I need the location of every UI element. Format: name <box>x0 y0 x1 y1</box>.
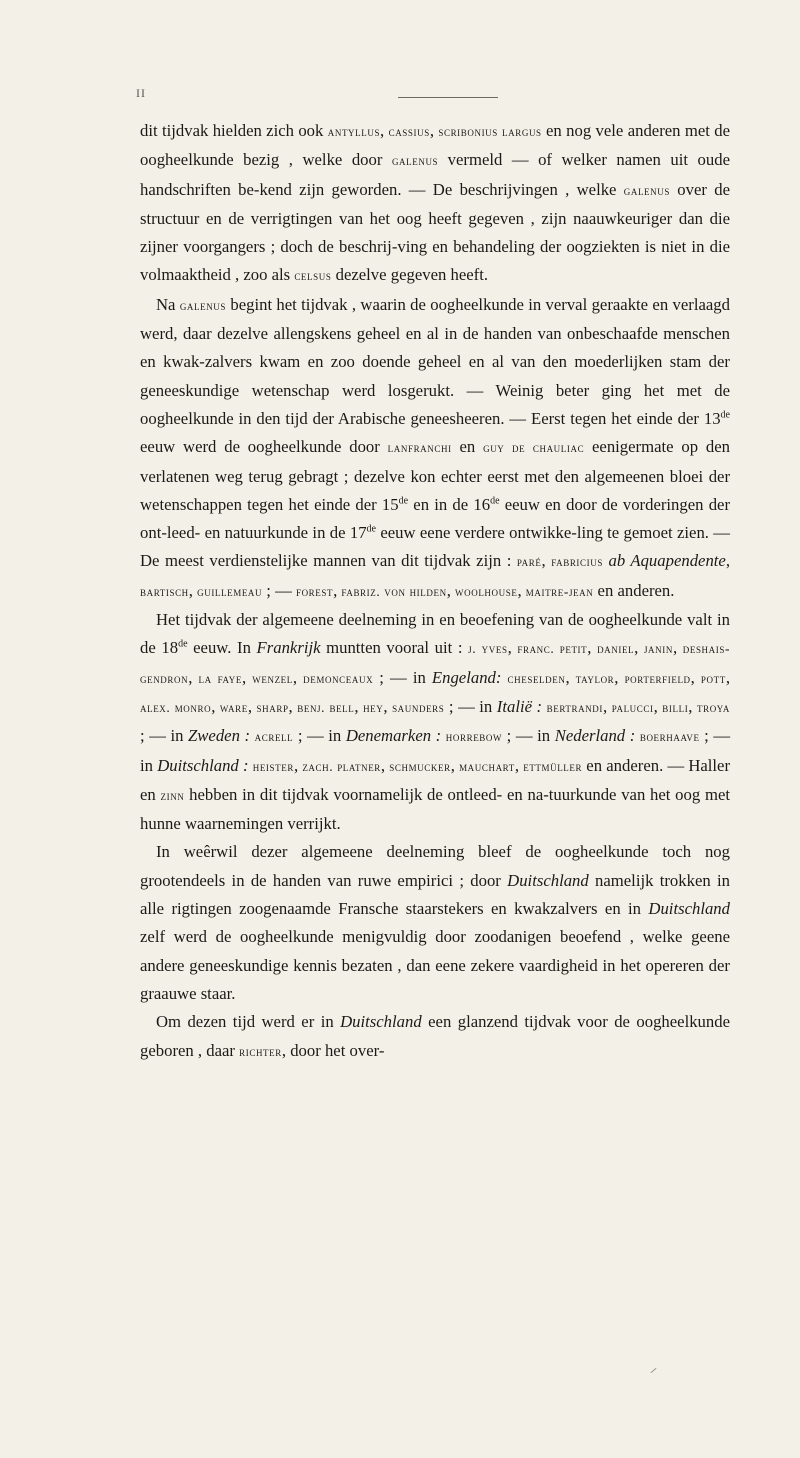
small-caps-name: franc. petit <box>517 641 588 657</box>
small-caps-name: demonceaux <box>303 670 374 686</box>
small-caps-name: ware <box>219 699 248 715</box>
small-caps-name: richter <box>239 1043 282 1059</box>
text-run: , <box>380 121 389 140</box>
text-run: ; — in <box>140 726 189 746</box>
header-rule <box>398 97 498 98</box>
small-caps-name: maitre-jean <box>525 583 594 599</box>
small-caps-name: hey <box>363 699 384 715</box>
small-caps-name: alex. monro <box>140 699 212 715</box>
small-caps-name: antyllus <box>327 124 381 139</box>
small-caps-name: porterfield <box>624 670 691 686</box>
body-text <box>140 117 730 1066</box>
text-run: , <box>725 667 730 687</box>
page-number: II <box>136 86 146 100</box>
text-run: vermeld — of welker namen uit oude handschriften be-kend zijn geworden. — De beschrijvingen , welke <box>140 150 730 199</box>
small-caps-name: wenzel <box>252 670 293 686</box>
italic-term: Denemarken : <box>345 726 442 746</box>
small-caps-name: horrebow <box>445 729 503 745</box>
paragraph-5 <box>140 1008 730 1066</box>
small-caps-name: ettmüller <box>523 758 583 774</box>
text-run: , <box>587 638 598 658</box>
small-caps-name: fabriz. von hilden <box>341 583 447 599</box>
text-run: , <box>541 551 552 571</box>
text-run: , <box>725 551 731 571</box>
italic-term: Zweden : <box>188 726 251 746</box>
small-caps-name: guillemeau <box>197 583 263 599</box>
text-run: Om dezen tijd werd er in <box>156 1012 341 1032</box>
small-caps-name: mauchart <box>459 758 515 774</box>
text-run: , <box>292 667 304 687</box>
text-run: , <box>380 755 390 775</box>
small-caps-name: celsus <box>294 268 332 284</box>
text-run: In weêrwil dezer algemeene deelneming bleef de oogheelkunde toch nog grootendeels in de handen van ruwe empirici ; door <box>140 842 730 890</box>
small-caps-name: acrell <box>254 729 294 745</box>
text-run: een glanzend tijdvak voor de oogheelkunde geboren , daar <box>140 1012 730 1060</box>
text-run: , <box>429 121 439 140</box>
text-run: eenigermate op den verlatenen weg terug gebragt ; dezelve kon echter eerst met den algemeenen bloei der wetenschappen tegen het einde der 15 <box>140 437 730 514</box>
text-run: namelijk trokken in alle rigtingen zoogenaamde Fransche staarstekers en kwakzalvers en in <box>140 870 730 919</box>
text-run: eeuw werd de oogheelkunde door <box>140 437 388 457</box>
small-caps-name: boerhaave <box>639 729 700 745</box>
text-run: , <box>507 638 518 658</box>
text-run: , <box>603 696 612 716</box>
small-caps-name: galenus <box>623 182 670 198</box>
small-caps-name: galenus <box>391 153 439 169</box>
ordinal-superscript: de <box>366 523 376 535</box>
small-caps-name: zinn <box>160 787 185 803</box>
small-caps-name: guy de chauliac <box>483 440 585 456</box>
text-run: begint het tijdvak , waarin de oogheelkunde in verval geraakte en verlaagd werd, daar dezelve allengskens geheel en al in de handen van onbeschaafde menschen en kwak-zalvers kwam en zoo doende geheel en al van den moederlijken stam der geneeskundige wetenschap werd losgerukt. — Weinig beter ging het met de oogheelkunde in den tijd der Arabische geneesheeren. — Eerst tegen het einde der 13 <box>140 294 730 428</box>
text-run: Na <box>156 294 180 314</box>
ordinal-superscript: de <box>398 495 409 507</box>
small-caps-name: heister <box>252 758 294 774</box>
text-run: en nog vele anderen met de oogheelkunde bezig , welke door <box>140 121 731 170</box>
paragraph-1 <box>140 117 730 291</box>
text-run: , <box>514 755 524 775</box>
text-run: , <box>293 755 303 775</box>
text-run: ; — in <box>444 696 497 716</box>
text-run: zelf werd de oogheelkunde menigvuldig door zoodanigen beoefend , welke geene andere geneeskundige kennis bezaten , dan eene zekere vaardigheid in het opereren der graauwe staar. <box>140 927 730 1003</box>
small-caps-name: galenus <box>179 297 227 313</box>
text-run: en in de 16 <box>408 494 491 514</box>
italic-term: Duitschland <box>507 870 589 890</box>
text-run: ; — in <box>373 667 432 687</box>
text-run: ; — in <box>502 726 555 746</box>
ordinal-superscript: de <box>178 638 188 650</box>
text-run: , door het over- <box>281 1040 385 1060</box>
small-caps-name: zach. platner <box>302 758 381 774</box>
italic-term: Duitschland : <box>157 755 249 775</box>
text-run: , <box>634 638 644 658</box>
small-caps-name: bartisch <box>140 583 189 599</box>
small-caps-name: j. yves <box>468 641 508 657</box>
text-run: , <box>517 580 526 600</box>
small-caps-name: benj. bell <box>297 699 355 715</box>
text-run: , <box>653 696 663 716</box>
italic-term: Italië : <box>496 696 543 716</box>
text-run: over de structuur en de verrigtingen van het oog heeft gegeven , zijn naauwkeuriger dan die zijner voorgangers ; doch de beschrij-ving en behandeling der oogziekten is niet in die volmaaktheid , zoo als <box>140 179 730 285</box>
italic-term: Engeland: <box>431 667 502 687</box>
small-caps-name: cassius <box>388 124 430 139</box>
ordinal-superscript: de <box>490 495 500 507</box>
text-run: , <box>614 667 625 687</box>
italic-term: Duitschland <box>340 1012 422 1032</box>
text-run: en <box>451 437 484 457</box>
text-run: , <box>446 580 456 600</box>
ordinal-superscript: de <box>720 409 730 421</box>
text-run: , <box>450 755 460 775</box>
text-run: , <box>565 667 576 687</box>
text-run: eeuw en door de vorderingen der ont-leed- en natuurkunde in de 17 <box>140 494 731 543</box>
small-caps-name: palucci <box>611 699 654 715</box>
small-caps-name: deshais-gendron <box>140 641 731 686</box>
small-caps-name: la faye <box>198 670 243 686</box>
small-caps-name: pott <box>700 670 726 686</box>
small-caps-name: sharp <box>256 699 289 715</box>
text-run: , <box>354 696 364 716</box>
paragraph-2 <box>140 291 730 606</box>
text-run: , <box>690 667 701 687</box>
small-caps-name: woolhouse <box>455 583 518 599</box>
text-run: dit tijdvak hielden zich ook <box>140 121 328 140</box>
small-caps-name: troya <box>697 699 731 715</box>
italic-term: ab Aquapendente <box>608 551 726 571</box>
text-run: , <box>247 696 257 716</box>
small-caps-name: billi <box>662 699 689 715</box>
small-caps-name: taylor <box>575 670 615 686</box>
text-run: eeuw eene verdere ontwikke-ling te gemoet zien. — De meest verdienstelijke mannen van dit tijdvak zijn : <box>140 523 730 571</box>
text-run: en anderen. <box>593 580 675 600</box>
small-caps-name: cheselden <box>507 670 566 686</box>
small-caps-name: janin <box>643 641 673 657</box>
small-caps-name: paré <box>516 554 542 570</box>
text-run: Het tijdvak der algemeene deelneming in en beoefening van de oogheelkunde valt in de 18 <box>140 610 730 658</box>
small-caps-name: bertrandi <box>546 699 603 715</box>
small-caps-name: lanfranchi <box>387 440 452 456</box>
text-run: eeuw. In <box>187 638 257 658</box>
italic-term: Nederland : <box>554 726 636 746</box>
text-run: ; — in <box>140 726 731 775</box>
paragraph-3 <box>140 606 730 838</box>
paper-mark <box>650 1368 656 1373</box>
text-run: muntten vooral uit : <box>320 638 469 658</box>
text-run: ; — <box>262 580 296 600</box>
small-caps-name: daniel <box>597 641 635 657</box>
text-run: , <box>688 696 697 716</box>
text-run: , <box>188 580 198 600</box>
small-caps-name: forest <box>295 583 334 599</box>
text-run: , <box>242 667 253 687</box>
text-run: dezelve gegeven heeft. <box>331 265 489 285</box>
text-run: , <box>383 696 393 716</box>
text-run: , <box>672 638 683 658</box>
text-run: , <box>288 696 298 716</box>
small-caps-name: schmucker <box>389 758 451 774</box>
text-run: hebben in dit tijdvak voornamelijk de ontleed- en na-tuurkunde van het oog met hunne waarnemingen verrijkt. <box>140 784 730 834</box>
text-run: ; — in <box>293 726 346 746</box>
text-run: , <box>188 667 199 687</box>
small-caps-name: fabricius <box>551 554 603 570</box>
text-run: en anderen. — Haller en <box>140 755 731 804</box>
text-run: , <box>211 696 220 716</box>
italic-term: Frankrijk <box>256 638 321 658</box>
text-run: , <box>333 580 342 600</box>
paragraph-4 <box>140 838 730 1008</box>
small-caps-name: saunders <box>392 699 445 715</box>
italic-term: Duitschland <box>648 899 730 919</box>
small-caps-name: scribonius largus <box>438 124 542 139</box>
